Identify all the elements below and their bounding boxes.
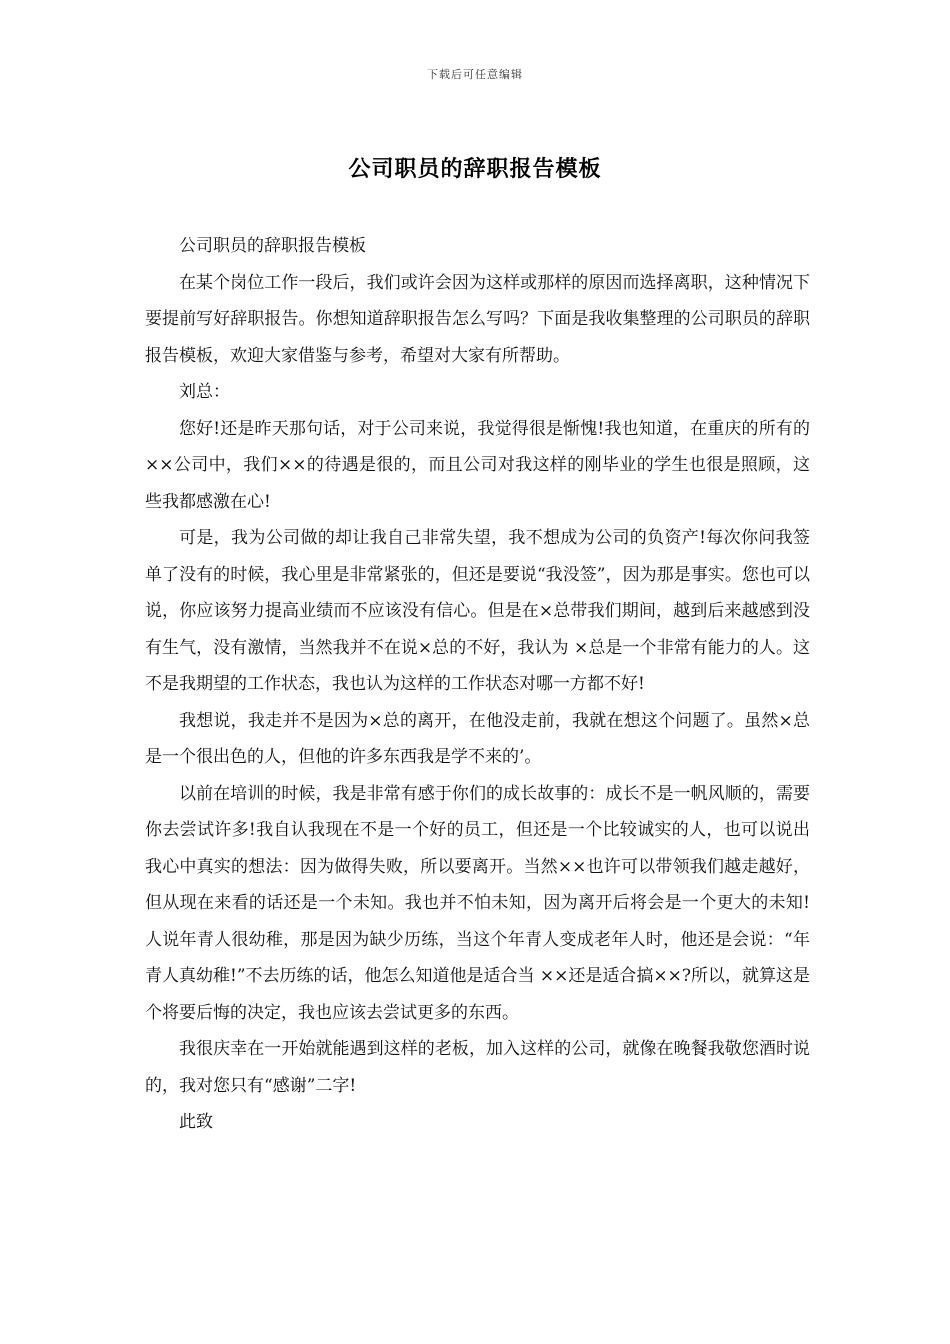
paragraph-closing: 此致 <box>179 1112 213 1132</box>
paragraph-body: 您好!还是昨天那句话，对于公司来说，我觉得很是惭愧!我也知道，在重庆的所有的××公司中，我们××的待遇是很的，而且公司对我这样的刚毕业的学生也很是照顾，这些我都感激在心! <box>145 418 810 512</box>
header-note: 下载后可任意编辑 <box>427 68 523 81</box>
document-body <box>145 228 810 1141</box>
paragraph-intro: 在某个岗位工作一段后，我们或许会因为这样或那样的原因而选择离职，这种情况下要提前写好辞职报告。你想知道辞职报告怎么写吗？下面是我收集整理的公司职员的辞职报告模板，欢迎大家借鉴与参考，希望对大家有所帮助。 <box>145 272 810 366</box>
paragraph-subtitle: 公司职员的辞职报告模板 <box>179 236 366 256</box>
paragraph-body: 以前在培训的时候，我是非常有感于你们的成长故事的：成长不是一帆风顺的，需要你去尝试许多!我自认我现在不是一个好的员工，但还是一个比较诚实的人，也可以说出我心中真实的想法：因为做得失败，所以要离开。当然××也许可以带领我们越走越好，但从现在来看的话还是一个未知。我也并不怕未知，因为离开后将会是一个更大的未知!人说年青人很幼稚，那是因为缺少历练，当这个年青人变成老年人时，他还是会说：“年青人真幼稚!”不去历练的话，他怎么知道他是适合当 ××还是适合搞××?所以，就算这是个将要后悔的决定，我也应该去尝试更多的东西。 <box>145 783 811 1023</box>
paragraph-body: 我想说，我走并不是因为×总的离开，在他没走前，我就在想这个问题了。虽然×总是一个很出色的人，但他的许多东西我是学不来的’。 <box>145 710 810 767</box>
paragraph-salutation: 刘总： <box>179 382 230 402</box>
paragraph-body: 我很庆幸在一开始就能遇到这样的老板，加入这样的公司，就像在晚餐我敬您酒时说的，我对您只有“感谢”二字! <box>145 1039 810 1096</box>
document-title: 公司职员的辞职报告模板 <box>348 156 602 182</box>
paragraph-body: 可是，我为公司做的却让我自己非常失望，我不想成为公司的负资产!每次你问我签单了没有的时候，我心里是非常紧张的，但还是要说“我没签”，因为那是事实。您也可以说，你应该努力提高业绩而不应该没有信心。但是在×总带我们期间，越到后来越感到没有生气，没有激情，当然我并不在说×总的不好，我认为 ×总是一个非常有能力的人。这不是我期望的工作状态，我也认为这样的工作状态对哪一方都不好! <box>145 528 810 694</box>
